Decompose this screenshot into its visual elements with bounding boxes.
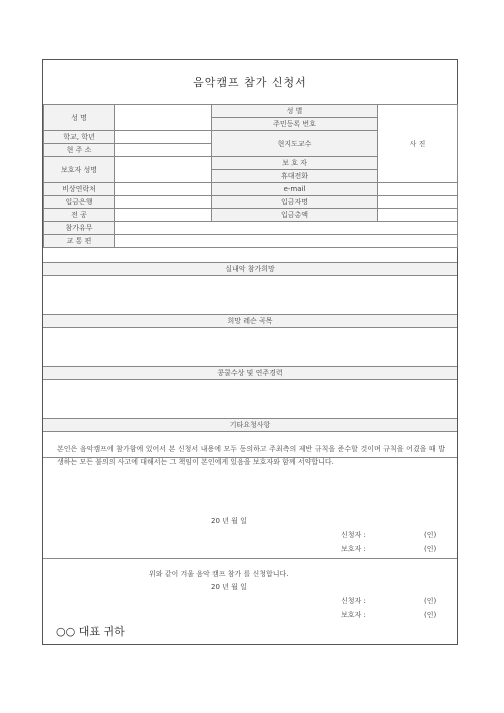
guardian-name-field[interactable] (115, 157, 212, 183)
major-label: 전 공 (44, 209, 115, 222)
applicant-info-table (43, 104, 458, 248)
awards-heading: 콩쿨수상 및 연주경력 (43, 366, 457, 380)
amount-label: 입금총액 (212, 209, 378, 222)
address-field[interactable] (115, 144, 212, 157)
other-heading: 기타요청사항 (43, 418, 457, 432)
depositor-field[interactable] (378, 196, 458, 209)
consent-applicant-label: 신청자 : (341, 531, 366, 539)
consent-guardian-label: 보호자 : (341, 545, 366, 553)
resident-no-label: 주민등록 번호 (212, 118, 378, 131)
form-title: 음악캠프 참가 신청서 (43, 60, 457, 105)
awards-section (43, 366, 457, 421)
name-label: 성 명 (44, 105, 115, 131)
closing-addressee: ○○ 대표 귀하 (56, 625, 125, 638)
photo-label: 사 진 (409, 139, 426, 148)
amount-field[interactable] (378, 209, 458, 222)
school-label: 학교, 학년 (44, 131, 115, 144)
application-form (42, 59, 458, 645)
lesson-heading: 희망 레슨 곡목 (43, 314, 457, 328)
application-text: 위와 같이 겨울 음악 캠프 참가 를 신청합니다. (149, 570, 289, 578)
application-applicant-label: 신청자 : (341, 597, 366, 605)
participation-label: 참가유무 (44, 222, 115, 235)
lesson-field[interactable] (43, 328, 457, 369)
school-field[interactable] (115, 131, 212, 144)
application-applicant-seal: (인) (424, 597, 437, 605)
bank-label: 입금은행 (44, 196, 115, 209)
emergency-label: 비상연락처 (44, 183, 115, 196)
emergency-field[interactable] (115, 183, 212, 196)
bank-field[interactable] (115, 196, 212, 209)
consent-text: 본인은 음악캠프에 참가함에 있어서 본 신청서 내용에 모두 동의하고 주최측의 제반 규칙을 준수할 것이며 규칙을 어겼을 때 발생하는 모든 불의의 사고에 대해서는 그 책임이 본인에게 있음을 보호자와 함께 서약합니다. (57, 445, 445, 466)
chamber-section (43, 262, 457, 316)
lesson-section (43, 314, 457, 369)
consent-date: 20 년 월 일 (211, 517, 247, 525)
address-label: 현 주 소 (44, 144, 115, 157)
consent-guardian-seal: (인) (424, 545, 437, 553)
local-teacher-label: 현지도교수 (212, 131, 378, 157)
awards-field[interactable] (43, 380, 457, 421)
guardian-label: 보 호 자 (212, 157, 378, 170)
depositor-label: 입금자명 (212, 196, 378, 209)
application-guardian-label: 보호자 : (341, 611, 366, 619)
transport-field[interactable] (115, 235, 458, 248)
guardian-name-label: 보호자 성명 (44, 157, 115, 183)
name-field[interactable] (115, 105, 212, 131)
email-field[interactable] (378, 183, 458, 196)
application-guardian-seal: (인) (424, 611, 437, 619)
gender-label: 성 별 (212, 105, 378, 118)
chamber-field[interactable] (43, 276, 457, 316)
chamber-heading: 실내악 참가희망 (43, 262, 457, 276)
consent-block (43, 443, 457, 469)
mobile-label: 휴대전화 (212, 170, 378, 183)
transport-label: 교 통 편 (44, 235, 115, 248)
application-date: 20 년 월 일 (211, 583, 247, 591)
email-label: e-mail (212, 183, 378, 196)
consent-applicant-seal: (인) (424, 531, 437, 539)
photo-box[interactable] (378, 105, 458, 183)
major-field[interactable] (115, 209, 212, 222)
divider (43, 558, 457, 559)
participation-field[interactable] (115, 222, 458, 235)
